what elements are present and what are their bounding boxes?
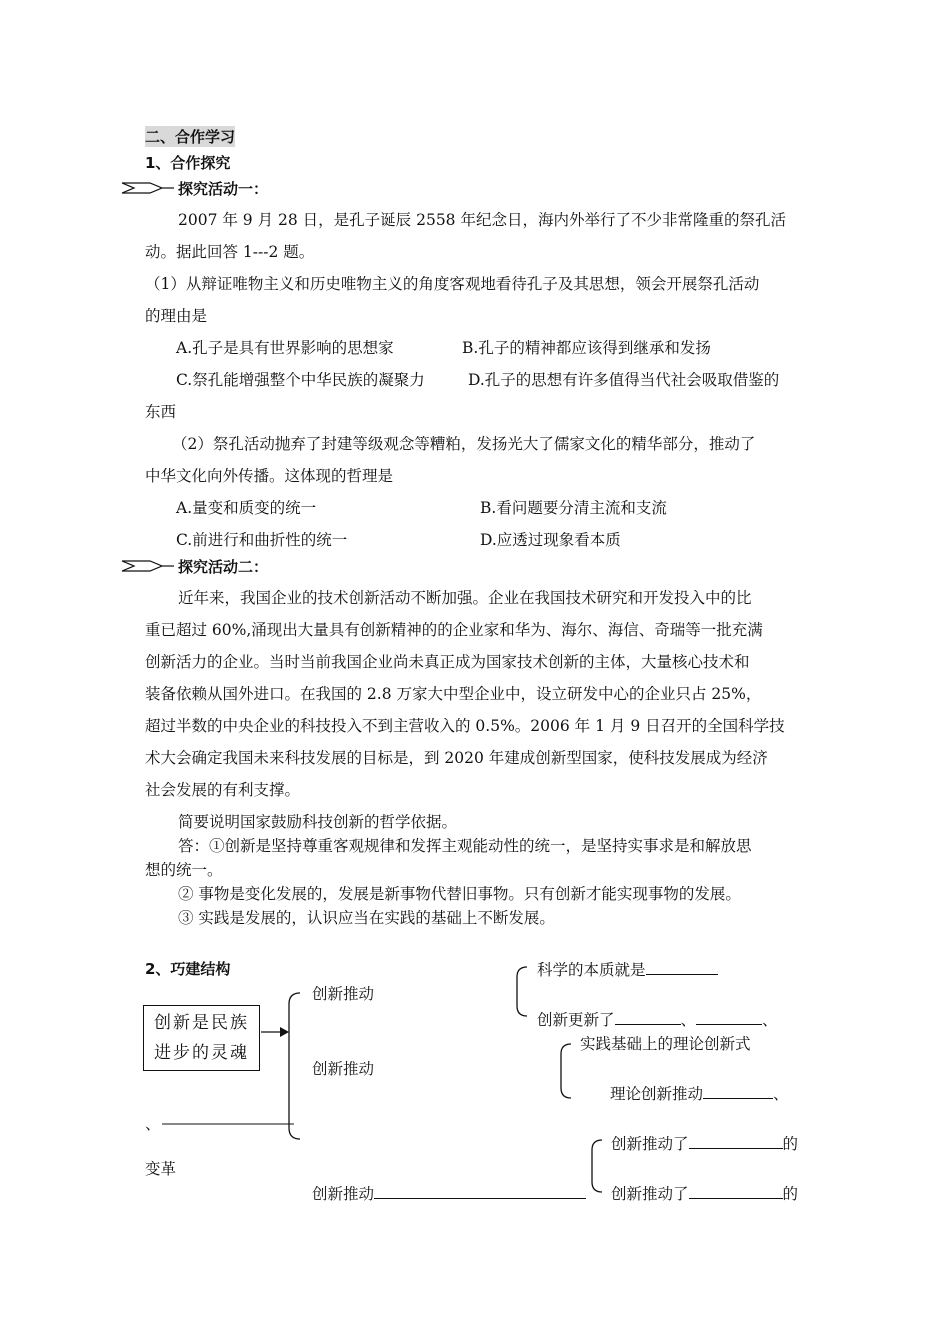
activity2-question: 简要说明国家鼓励科技创新的哲学依据。 [178,813,458,831]
question2-option-a: A.量变和质变的统一 [176,499,317,517]
activity2-paragraph-line: 近年来，我国企业的技术创新活动不断加强。企业在我国技术研究和开发投入中的比 [178,589,752,607]
activity2-paragraph-line: 创新活力的企业。当时当前我国企业尚未真正成为国家技术创新的主体，大量核心技术和 [145,653,750,671]
question1-option-d-cont: 东西 [145,403,177,421]
activity2-paragraph-line: 装备依赖从国外进口。在我国的 2.8 万家大中型企业中，设立研发中心的企业只占 25%， [145,685,762,703]
question2-option-b: B.看问题要分清主流和支流 [480,499,667,517]
left-text-change: 变革 [145,1160,177,1178]
branch1-sub2 [537,1008,778,1030]
branch1-sub2-label: 创新更新了 [537,1011,615,1029]
fill-blank[interactable] [615,1010,681,1025]
branch3-sub2-end: 的 [782,1185,799,1203]
question1-option-b: B.孔子的精神都应该得到继承和发扬 [462,339,711,357]
activity2-paragraph-line: 术大会确定我国未来科技发展的目标是，到 2020 年建成创新型国家，使科技发展成为经济 [145,749,768,767]
branch-innovation-1: 创新推动 [312,985,375,1003]
question1-option-d: D.孔子的思想有许多值得当代社会吸取借鉴的 [468,371,780,389]
question1-option-a: A.孔子是具有世界影响的思想家 [176,339,394,357]
branch3-sub2-label: 创新推动了 [611,1185,689,1203]
left-separator: 、 [145,1115,161,1133]
fill-blank[interactable] [646,960,718,975]
root-concept-line2: 进步的灵魂 [154,1043,249,1063]
branch1-sub1 [537,958,718,980]
root-concept-line1: 创新是民族 [154,1013,249,1033]
subsection-cooperative-inquiry: 1、合作探究 [145,154,231,172]
activity1-label: 探究活动一： [178,180,269,198]
branch-innovation-2: 创新推动 [312,1060,375,1078]
question2-option-c: C.前进行和曲折性的统一 [176,531,348,549]
answer-point-3: ③ 实践是发展的，认识应当在实践的基础上不断发展。 [178,909,555,927]
activity1-intro-line2: 动。据此回答 1---2 题。 [145,243,315,261]
separator: 、 [680,1011,697,1029]
activity2-paragraph-line: 社会发展的有利支撑。 [145,781,301,799]
branch-innovation-3-label: 创新推动 [312,1185,375,1203]
branch3-sub1 [611,1132,798,1154]
activity1-intro-line1: 2007 年 9 月 28 日，是孔子诞辰 2558 年纪念日，海内外举行了不少非常隆重的祭孔活 [178,211,786,229]
answer-point-1: 答：①创新是坚持尊重客观规律和发挥主观能动性的统一，是坚持实事求是和解放思 [178,837,752,855]
fill-blank[interactable] [689,1184,783,1199]
question1-line1: （1）从辩证唯物主义和历史唯物主义的角度客观地看待孔子及其思想，领会开展祭孔活动 [145,275,760,293]
question2-line1: （2）祭孔活动抛弃了封建等级观念等糟粕，发扬光大了儒家文化的精华部分，推动了 [172,435,756,453]
subsection-build-structure: 2、巧建结构 [145,960,231,978]
branch-innovation-3 [312,1182,586,1204]
root-concept-box [143,1005,260,1071]
branch1-sub1-label: 科学的本质就是 [537,961,646,979]
fill-blank[interactable] [696,1010,762,1025]
separator: 、 [762,1011,778,1029]
fill-blank[interactable] [703,1084,773,1099]
question1-line2: 的理由是 [145,307,208,325]
fill-blank[interactable] [689,1134,783,1149]
question2-option-d: D.应透过现象看本质 [480,531,621,549]
section-title: 二、合作学习 [145,128,236,146]
answer-point-1-cont: 想的统一。 [145,861,223,879]
fill-blank[interactable] [374,1184,586,1199]
branch2-sub2 [610,1082,789,1104]
question2-line2: 中华文化向外传播。这体现的哲理是 [145,467,394,485]
separator: 、 [773,1085,789,1103]
branch3-sub1-label: 创新推动了 [611,1135,689,1153]
branch3-sub2 [611,1182,798,1204]
activity2-paragraph-line: 重已超过 60%,涌现出大量具有创新精神的的企业家和华为、海尔、海信、奇瑞等一批充满 [145,621,763,639]
answer-point-2: ② 事物是变化发展的，发展是新事物代替旧事物。只有创新才能实现事物的发展。 [178,885,741,903]
branch2-sub2-label: 理论创新推动 [610,1085,704,1103]
activity2-label: 探究活动二： [178,558,269,576]
branch3-sub1-end: 的 [782,1135,799,1153]
activity2-paragraph-line: 超过半数的中央企业的科技投入不到主营收入的 0.5%。2006 年 1 月 9 日召开的全国科学技 [145,717,785,735]
branch2-sub1: 实践基础上的理论创新式 [580,1035,751,1053]
question1-option-c: C.祭孔能增强整个中华民族的凝聚力 [176,371,425,389]
